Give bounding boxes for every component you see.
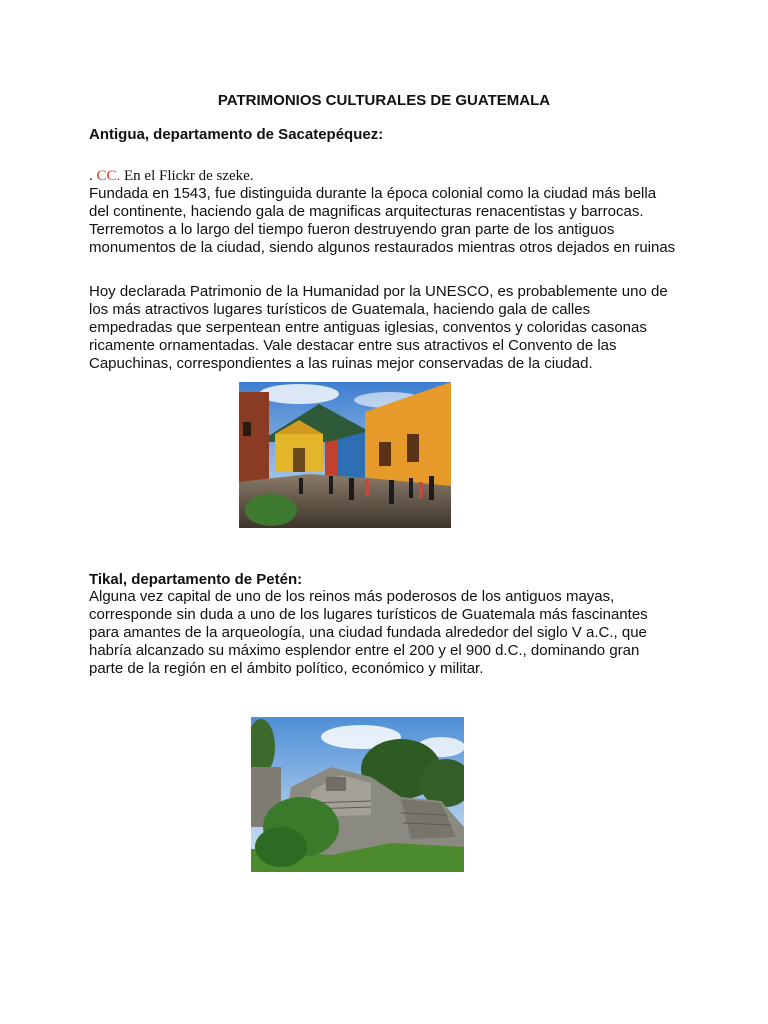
- paragraph-tikal: [89, 588, 689, 678]
- credit-prefix: .: [89, 168, 97, 184]
- paragraph-line: parte de la región en el ámbito político, económico y militar.: [89, 660, 484, 677]
- paragraph-line: para amantes de la arqueología, una ciudad fundada alrededor del siglo V a.C., que: [89, 624, 647, 641]
- section-heading-tikal: Tikal, departamento de Petén:: [89, 571, 303, 588]
- credit-text: En el Flickr de szeke.: [120, 168, 254, 184]
- paragraph-line: Hoy declarada Patrimonio de la Humanidad por la UNESCO, es probablemente uno de: [89, 283, 668, 300]
- paragraph-line: Fundada en 1543, fue distinguida durante la época colonial como la ciudad más bella: [89, 185, 657, 202]
- paragraph-line: los más atractivos lugares turísticos de Guatemala, haciendo gala de calles: [89, 301, 591, 318]
- paragraph-line: Terremotos a lo largo del tiempo fueron destruyendo gran parte de los antiguos: [89, 221, 615, 238]
- cc-license-link[interactable]: CC.: [96, 168, 121, 184]
- section-heading-antigua: Antigua, departamento de Sacatepéquez:: [89, 126, 384, 143]
- antigua-street-photo: [239, 382, 451, 528]
- paragraph-line: ricamente ornamentadas. Vale destacar entre sus atractivos el Convento de las: [89, 337, 617, 354]
- photo-credit: [89, 167, 254, 185]
- paragraph-line: del continente, haciendo gala de magnificas arquitecturas renacentistas y barrocas.: [89, 203, 644, 220]
- paragraph-line: monumentos de la ciudad, siendo algunos restaurados mientras otros dejados en ruinas: [89, 239, 676, 256]
- paragraph-line: Capuchinas, correspondientes a las ruinas mejor conservadas de la ciudad.: [89, 355, 593, 372]
- paragraph-line: empedradas que serpentean entre antiguas iglesias, conventos y coloridas casonas: [89, 319, 647, 336]
- paragraph-antigua-unesco: [89, 283, 689, 373]
- paragraph-antigua-history: [89, 185, 689, 257]
- paragraph-line: habría alcanzado su máximo esplendor entre el 200 y el 900 d.C., dominando gran: [89, 642, 640, 659]
- page-title: PATRIMONIOS CULTURALES DE GUATEMALA: [217, 92, 551, 109]
- paragraph-line: Alguna vez capital de uno de los reinos más poderosos de los antiguos mayas,: [89, 588, 615, 605]
- tikal-ruins-photo: [251, 717, 464, 872]
- paragraph-line: corresponde sin duda a uno de los lugares turísticos de Guatemala más fascinantes: [89, 606, 648, 623]
